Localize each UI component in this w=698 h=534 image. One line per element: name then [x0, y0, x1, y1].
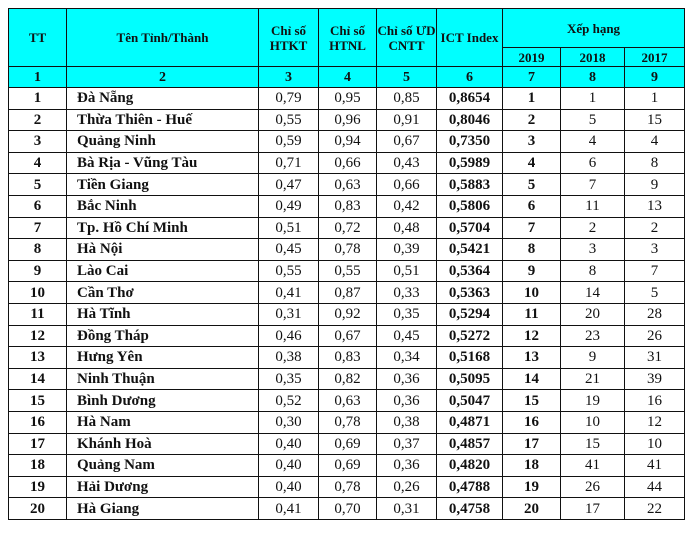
ict-index-cell: 0,5363	[437, 282, 503, 304]
rank-2017-cell: 28	[625, 303, 685, 325]
rank-2017-cell: 8	[625, 152, 685, 174]
rank-2017-cell: 3	[625, 239, 685, 261]
rank-tt-cell: 16	[9, 411, 67, 433]
htnl-cell: 0,55	[319, 260, 377, 282]
column-number: 5	[377, 67, 437, 88]
ict-index-cell: 0,5272	[437, 325, 503, 347]
udcntt-cell: 0,66	[377, 174, 437, 196]
rank-2019-cell: 2	[503, 109, 561, 131]
udcntt-cell: 0,36	[377, 368, 437, 390]
rank-tt-cell: 6	[9, 195, 67, 217]
rank-2019-cell: 19	[503, 476, 561, 498]
rank-2019-cell: 11	[503, 303, 561, 325]
rank-2017-cell: 13	[625, 195, 685, 217]
header-name: Tên Tỉnh/Thành	[67, 9, 259, 67]
rank-2019-cell: 15	[503, 390, 561, 412]
province-name-cell: Quảng Nam	[67, 455, 259, 477]
header-2017: 2017	[625, 48, 685, 67]
rank-2019-cell: 7	[503, 217, 561, 239]
rank-tt-cell: 2	[9, 109, 67, 131]
htkt-cell: 0,46	[259, 325, 319, 347]
rank-2019-cell: 10	[503, 282, 561, 304]
rank-2017-cell: 12	[625, 411, 685, 433]
table-row	[9, 368, 685, 390]
udcntt-cell: 0,39	[377, 239, 437, 261]
htkt-cell: 0,55	[259, 109, 319, 131]
province-name-cell: Đà Nẵng	[67, 88, 259, 110]
ict-index-cell: 0,5168	[437, 347, 503, 369]
province-name-cell: Bắc Ninh	[67, 195, 259, 217]
rank-2017-cell: 44	[625, 476, 685, 498]
htnl-cell: 0,78	[319, 239, 377, 261]
province-name-cell: Hải Dương	[67, 476, 259, 498]
column-number: 6	[437, 67, 503, 88]
udcntt-cell: 0,67	[377, 131, 437, 153]
rank-2018-cell: 1	[561, 88, 625, 110]
rank-2018-cell: 8	[561, 260, 625, 282]
header-2019: 2019	[503, 48, 561, 67]
rank-2017-cell: 15	[625, 109, 685, 131]
rank-2018-cell: 14	[561, 282, 625, 304]
ict-index-cell: 0,5883	[437, 174, 503, 196]
column-number: 7	[503, 67, 561, 88]
udcntt-cell: 0,42	[377, 195, 437, 217]
rank-2017-cell: 1	[625, 88, 685, 110]
table-row	[9, 152, 685, 174]
rank-2018-cell: 41	[561, 455, 625, 477]
column-number: 4	[319, 67, 377, 88]
ict-index-cell: 0,5989	[437, 152, 503, 174]
udcntt-cell: 0,85	[377, 88, 437, 110]
province-name-cell: Đồng Tháp	[67, 325, 259, 347]
htnl-cell: 0,96	[319, 109, 377, 131]
rank-2017-cell: 22	[625, 498, 685, 520]
rank-2017-cell: 7	[625, 260, 685, 282]
rank-2019-cell: 14	[503, 368, 561, 390]
header-htnl: Chỉ số HTNL	[319, 9, 377, 67]
rank-2019-cell: 3	[503, 131, 561, 153]
header-ranking: Xếp hạng	[503, 9, 685, 48]
udcntt-cell: 0,34	[377, 347, 437, 369]
table-row	[9, 433, 685, 455]
province-name-cell: Bà Rịa - Vũng Tàu	[67, 152, 259, 174]
rank-2017-cell: 26	[625, 325, 685, 347]
table-row	[9, 131, 685, 153]
header-htkt: Chỉ số HTKT	[259, 9, 319, 67]
rank-2019-cell: 20	[503, 498, 561, 520]
htnl-cell: 0,95	[319, 88, 377, 110]
rank-2018-cell: 21	[561, 368, 625, 390]
rank-2017-cell: 5	[625, 282, 685, 304]
htkt-cell: 0,41	[259, 282, 319, 304]
htkt-cell: 0,59	[259, 131, 319, 153]
rank-2017-cell: 4	[625, 131, 685, 153]
rank-2018-cell: 23	[561, 325, 625, 347]
htkt-cell: 0,40	[259, 455, 319, 477]
udcntt-cell: 0,38	[377, 411, 437, 433]
province-name-cell: Bình Dương	[67, 390, 259, 412]
rank-tt-cell: 7	[9, 217, 67, 239]
rank-tt-cell: 14	[9, 368, 67, 390]
table-row	[9, 88, 685, 110]
rank-tt-cell: 8	[9, 239, 67, 261]
rank-2017-cell: 16	[625, 390, 685, 412]
province-name-cell: Cần Thơ	[67, 282, 259, 304]
table-row	[9, 260, 685, 282]
province-name-cell: Hà Nam	[67, 411, 259, 433]
udcntt-cell: 0,43	[377, 152, 437, 174]
rank-2019-cell: 18	[503, 455, 561, 477]
rank-2018-cell: 10	[561, 411, 625, 433]
htkt-cell: 0,52	[259, 390, 319, 412]
rank-2018-cell: 20	[561, 303, 625, 325]
udcntt-cell: 0,91	[377, 109, 437, 131]
htnl-cell: 0,78	[319, 476, 377, 498]
ict-index-cell: 0,5806	[437, 195, 503, 217]
udcntt-cell: 0,35	[377, 303, 437, 325]
htkt-cell: 0,40	[259, 476, 319, 498]
rank-2019-cell: 13	[503, 347, 561, 369]
htnl-cell: 0,66	[319, 152, 377, 174]
rank-2019-cell: 9	[503, 260, 561, 282]
table-row	[9, 239, 685, 261]
rank-2018-cell: 15	[561, 433, 625, 455]
table-row	[9, 347, 685, 369]
udcntt-cell: 0,36	[377, 390, 437, 412]
rank-2019-cell: 12	[503, 325, 561, 347]
column-number: 8	[561, 67, 625, 88]
ict-index-cell: 0,5294	[437, 303, 503, 325]
udcntt-cell: 0,37	[377, 433, 437, 455]
rank-2017-cell: 9	[625, 174, 685, 196]
table-row	[9, 411, 685, 433]
rank-tt-cell: 20	[9, 498, 67, 520]
province-name-cell: Hưng Yên	[67, 347, 259, 369]
udcntt-cell: 0,33	[377, 282, 437, 304]
province-name-cell: Ninh Thuận	[67, 368, 259, 390]
rank-2019-cell: 5	[503, 174, 561, 196]
column-number: 1	[9, 67, 67, 88]
header-udcntt: Chỉ số ƯD CNTT	[377, 9, 437, 67]
htkt-cell: 0,47	[259, 174, 319, 196]
province-name-cell: Hà Nội	[67, 239, 259, 261]
rank-2017-cell: 31	[625, 347, 685, 369]
province-name-cell: Quảng Ninh	[67, 131, 259, 153]
table-row	[9, 476, 685, 498]
header-2018: 2018	[561, 48, 625, 67]
column-number-row	[9, 67, 685, 88]
udcntt-cell: 0,26	[377, 476, 437, 498]
htnl-cell: 0,83	[319, 195, 377, 217]
rank-tt-cell: 9	[9, 260, 67, 282]
udcntt-cell: 0,45	[377, 325, 437, 347]
ict-index-cell: 0,4758	[437, 498, 503, 520]
rank-tt-cell: 15	[9, 390, 67, 412]
htkt-cell: 0,49	[259, 195, 319, 217]
rank-tt-cell: 1	[9, 88, 67, 110]
htkt-cell: 0,55	[259, 260, 319, 282]
ict-index-cell: 0,8046	[437, 109, 503, 131]
ict-index-cell: 0,4857	[437, 433, 503, 455]
table-row	[9, 455, 685, 477]
column-number: 3	[259, 67, 319, 88]
province-name-cell: Hà Giang	[67, 498, 259, 520]
rank-2019-cell: 6	[503, 195, 561, 217]
rank-2018-cell: 11	[561, 195, 625, 217]
ict-index-cell: 0,5421	[437, 239, 503, 261]
udcntt-cell: 0,48	[377, 217, 437, 239]
table-row	[9, 282, 685, 304]
rank-2019-cell: 17	[503, 433, 561, 455]
udcntt-cell: 0,36	[377, 455, 437, 477]
province-name-cell: Thừa Thiên - Huế	[67, 109, 259, 131]
ict-index-cell: 0,5047	[437, 390, 503, 412]
rank-tt-cell: 17	[9, 433, 67, 455]
ict-index-cell: 0,7350	[437, 131, 503, 153]
htnl-cell: 0,67	[319, 325, 377, 347]
udcntt-cell: 0,31	[377, 498, 437, 520]
rank-tt-cell: 18	[9, 455, 67, 477]
table-row	[9, 325, 685, 347]
htkt-cell: 0,71	[259, 152, 319, 174]
table-row	[9, 195, 685, 217]
ict-ranking-table	[8, 8, 685, 520]
rank-2019-cell: 4	[503, 152, 561, 174]
rank-tt-cell: 10	[9, 282, 67, 304]
htkt-cell: 0,30	[259, 411, 319, 433]
rank-tt-cell: 3	[9, 131, 67, 153]
rank-tt-cell: 4	[9, 152, 67, 174]
ict-index-cell: 0,5364	[437, 260, 503, 282]
province-name-cell: Lào Cai	[67, 260, 259, 282]
province-name-cell: Hà Tĩnh	[67, 303, 259, 325]
table-row	[9, 109, 685, 131]
rank-2018-cell: 5	[561, 109, 625, 131]
province-name-cell: Tiền Giang	[67, 174, 259, 196]
rank-2017-cell: 2	[625, 217, 685, 239]
rank-tt-cell: 5	[9, 174, 67, 196]
province-name-cell: Khánh Hoà	[67, 433, 259, 455]
rank-2018-cell: 3	[561, 239, 625, 261]
table-row	[9, 217, 685, 239]
rank-2018-cell: 6	[561, 152, 625, 174]
rank-2019-cell: 8	[503, 239, 561, 261]
column-number: 9	[625, 67, 685, 88]
htnl-cell: 0,69	[319, 455, 377, 477]
rank-2018-cell: 2	[561, 217, 625, 239]
htnl-cell: 0,70	[319, 498, 377, 520]
header-tt: TT	[9, 9, 67, 67]
htnl-cell: 0,92	[319, 303, 377, 325]
rank-tt-cell: 12	[9, 325, 67, 347]
rank-2017-cell: 41	[625, 455, 685, 477]
htkt-cell: 0,51	[259, 217, 319, 239]
rank-2018-cell: 7	[561, 174, 625, 196]
htnl-cell: 0,72	[319, 217, 377, 239]
htnl-cell: 0,82	[319, 368, 377, 390]
htnl-cell: 0,83	[319, 347, 377, 369]
rank-2018-cell: 19	[561, 390, 625, 412]
htnl-cell: 0,69	[319, 433, 377, 455]
htkt-cell: 0,79	[259, 88, 319, 110]
table-row	[9, 390, 685, 412]
rank-2017-cell: 39	[625, 368, 685, 390]
rank-2018-cell: 17	[561, 498, 625, 520]
rank-2019-cell: 1	[503, 88, 561, 110]
rank-2019-cell: 16	[503, 411, 561, 433]
rank-2018-cell: 4	[561, 131, 625, 153]
table-row	[9, 303, 685, 325]
htkt-cell: 0,38	[259, 347, 319, 369]
htkt-cell: 0,45	[259, 239, 319, 261]
rank-tt-cell: 11	[9, 303, 67, 325]
ict-index-cell: 0,4820	[437, 455, 503, 477]
htkt-cell: 0,40	[259, 433, 319, 455]
rank-tt-cell: 19	[9, 476, 67, 498]
htnl-cell: 0,63	[319, 174, 377, 196]
rank-tt-cell: 13	[9, 347, 67, 369]
table-row	[9, 498, 685, 520]
ict-index-cell: 0,8654	[437, 88, 503, 110]
htnl-cell: 0,78	[319, 411, 377, 433]
header-ict-index: ICT Index	[437, 9, 503, 67]
htnl-cell: 0,94	[319, 131, 377, 153]
htkt-cell: 0,31	[259, 303, 319, 325]
table-row	[9, 174, 685, 196]
htnl-cell: 0,63	[319, 390, 377, 412]
htkt-cell: 0,35	[259, 368, 319, 390]
ict-index-cell: 0,4788	[437, 476, 503, 498]
udcntt-cell: 0,51	[377, 260, 437, 282]
province-name-cell: Tp. Hồ Chí Minh	[67, 217, 259, 239]
rank-2018-cell: 9	[561, 347, 625, 369]
ict-index-cell: 0,5704	[437, 217, 503, 239]
column-number: 2	[67, 67, 259, 88]
rank-2017-cell: 10	[625, 433, 685, 455]
ict-index-cell: 0,4871	[437, 411, 503, 433]
rank-2018-cell: 26	[561, 476, 625, 498]
ict-index-cell: 0,5095	[437, 368, 503, 390]
htkt-cell: 0,41	[259, 498, 319, 520]
htnl-cell: 0,87	[319, 282, 377, 304]
